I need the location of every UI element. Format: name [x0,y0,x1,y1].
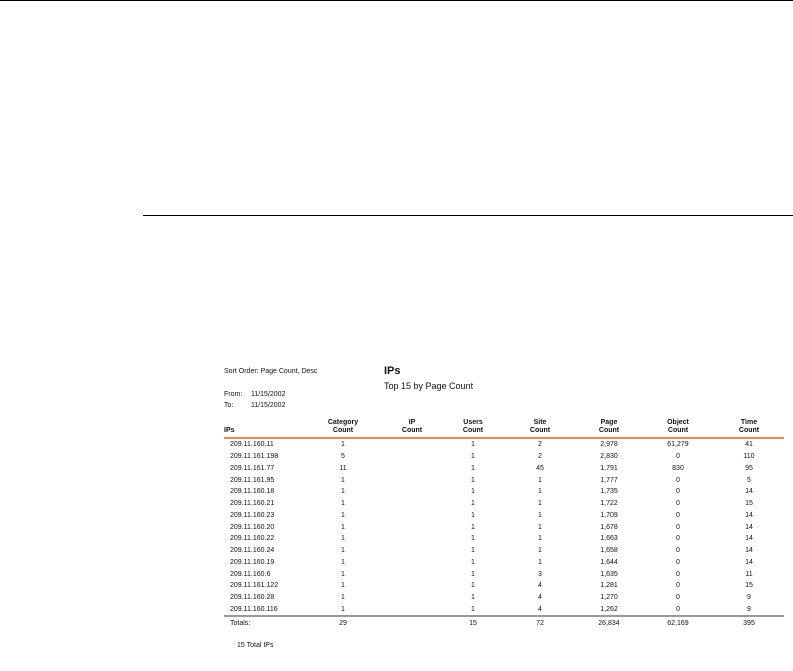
cell-page-count: 1,262 [600,605,618,613]
header-users-count: Users Count [442,419,504,438]
cell-object-count: 830 [672,464,684,472]
cell-ip: 209.11.160.116 [230,605,278,613]
cell-site-count: 4 [538,605,542,613]
cell-ip: 209.11.160.24 [230,547,275,555]
cell-category-count: 1 [341,500,345,508]
table-row [224,463,784,475]
cell-ip-count [382,521,442,533]
cell-site-count: 4 [538,594,542,602]
table-row [224,568,784,580]
cell-category-count: 1 [341,441,345,449]
cell-category-count: 1 [341,547,345,555]
total-category-count: 29 [304,616,382,629]
totals-row [224,616,784,629]
cell-site-count: 45 [536,464,544,472]
cell-time-count: 9 [747,594,751,602]
cell-object-count: 0 [676,547,680,555]
cell-page-count: 2,830 [600,453,618,461]
cell-users-count: 1 [471,464,475,472]
cell-users-count: 1 [471,605,475,613]
cell-site-count: 2 [538,441,542,449]
cell-time-count: 14 [745,558,753,566]
cell-category-count: 1 [341,594,345,602]
table-header-row [224,419,784,438]
top-divider [0,0,793,1]
cell-users-count: 1 [471,535,475,543]
sort-order-value: Page Count, Desc [260,368,318,375]
cell-users-count: 1 [471,476,475,484]
cell-time-count: 110 [743,453,755,461]
cell-page-count: 1,281 [600,582,618,590]
date-from-label: From: [224,391,243,398]
cell-page-count: 1,678 [600,523,618,531]
table-row [224,486,784,498]
table-row [224,451,784,463]
cell-ip: 209.11.161.122 [230,582,279,590]
cell-ip: 209.11.161.95 [230,476,275,484]
cell-category-count: 1 [341,582,345,590]
cell-ip: 209.11.160.20 [230,523,275,531]
cell-users-count: 1 [471,488,475,496]
cell-category-count: 5 [341,453,345,461]
cell-time-count: 14 [745,547,753,555]
cell-site-count: 1 [538,476,542,484]
cell-object-count: 0 [676,558,680,566]
cell-category-count: 1 [341,605,345,613]
total-object-count: 62,169 [642,616,714,629]
header-ip-count: IP Count [382,419,442,438]
cell-time-count: 41 [745,441,753,449]
cell-page-count: 1,635 [600,570,618,578]
sort-order-label: Sort Order: [224,368,259,375]
table-row [224,510,784,522]
cell-object-count: 0 [676,594,680,602]
total-time-count: 395 [714,616,784,629]
cell-page-count: 1,270 [600,594,618,602]
cell-page-count: 1,663 [600,535,618,543]
cell-category-count: 1 [341,488,345,496]
cell-ip-count [382,568,442,580]
cell-category-count: 1 [341,511,345,519]
cell-time-count: 14 [745,488,753,496]
cell-category-count: 1 [341,523,345,531]
cell-category-count: 1 [341,476,345,484]
header-site-count: Site Count [504,419,576,438]
cell-ip-count [382,451,442,463]
cell-site-count: 2 [538,453,542,461]
date-to [224,400,285,411]
cell-site-count: 1 [538,558,542,566]
cell-category-count: 1 [341,570,345,578]
cell-object-count: 0 [676,570,680,578]
header-ips: IPs [224,419,304,438]
cell-ip-count [382,510,442,522]
header-page-count: Page Count [576,419,642,438]
cell-users-count: 1 [471,453,475,461]
cell-ip: 209.11.161.198 [230,453,279,461]
cell-ip: 209.11.160.11 [230,441,274,449]
cell-site-count: 1 [538,547,542,555]
cell-ip: 209.11.160.18 [230,488,275,496]
cell-object-count: 0 [676,500,680,508]
cell-ip-count [382,557,442,569]
cell-ip: 209.11.160.6 [230,570,271,578]
cell-ip: 209.11.160.23 [230,511,275,519]
cell-ip-count [382,486,442,498]
header-time-count: Time Count [714,419,784,438]
date-to-label: To: [224,402,234,409]
cell-page-count: 1,777 [600,476,618,484]
cell-category-count: 1 [341,558,345,566]
table-row [224,545,784,557]
cell-category-count: 11 [339,464,347,472]
cell-object-count: 0 [676,523,680,531]
cell-time-count: 9 [747,605,751,613]
cell-ip-count [382,438,442,451]
cell-ip: 209.11.160.21 [230,500,275,508]
date-to-value: 11/15/2002 [250,402,286,409]
table-row [224,498,784,510]
cell-users-count: 1 [471,523,475,531]
cell-time-count: 5 [747,476,751,484]
sort-order [224,366,317,377]
cell-time-count: 14 [745,535,753,543]
cell-time-count: 14 [745,511,753,519]
cell-ip-count [382,604,442,617]
cell-ip-count [382,545,442,557]
totals-label: Totals: [224,616,304,629]
total-page-count: 26,834 [576,616,642,629]
cell-ip-count [382,592,442,604]
cell-object-count: 0 [676,453,680,461]
table-row [224,474,784,486]
report-subtitle: Top 15 by Page Count [384,381,474,391]
cell-page-count: 1,709 [600,511,618,519]
cell-ip-count [382,498,442,510]
cell-object-count: 0 [676,476,680,484]
cell-site-count: 1 [538,488,542,496]
cell-page-count: 1,722 [600,500,618,508]
total-users-count: 15 [442,616,504,629]
report-title: IPs [384,365,401,377]
cell-page-count: 2,978 [600,441,618,449]
cell-time-count: 95 [745,464,753,472]
table-row [224,604,784,617]
cell-ip-count [382,580,442,592]
header-category-count: Category Count [304,419,382,438]
cell-site-count: 4 [538,582,542,590]
cell-page-count: 1,658 [600,547,618,555]
table-row [224,592,784,604]
cell-time-count: 11 [745,570,753,578]
cell-object-count: 0 [676,535,680,543]
header-object-count: Object Count [642,419,714,438]
cell-page-count: 1,735 [600,488,618,496]
cell-users-count: 1 [471,570,475,578]
cell-users-count: 1 [471,500,475,508]
cell-time-count: 15 [745,582,753,590]
cell-object-count: 0 [676,511,680,519]
date-from-value: 11/15/2002 [250,391,286,398]
cell-site-count: 3 [538,570,542,578]
table-row [224,521,784,533]
cell-object-count: 61,279 [667,441,689,449]
cell-ip-count [382,533,442,545]
cell-site-count: 1 [538,500,542,508]
cell-ip-count [382,463,442,475]
table-row [224,438,784,451]
cell-ip: 209.11.160.22 [230,535,275,543]
table-row [224,533,784,545]
cell-users-count: 1 [471,558,475,566]
cell-ip: 209.11.160.19 [230,558,275,566]
cell-users-count: 1 [471,547,475,555]
cell-site-count: 1 [538,511,542,519]
cell-ip-count [382,474,442,486]
table-row [224,557,784,569]
cell-users-count: 1 [471,594,475,602]
table-row [224,580,784,592]
ips-table [224,419,784,629]
cell-users-count: 1 [471,441,475,449]
cell-page-count: 1,644 [600,558,618,566]
cell-site-count: 1 [538,523,542,531]
cell-category-count: 1 [341,535,345,543]
cell-time-count: 15 [745,500,753,508]
cell-time-count: 14 [745,523,753,531]
cell-users-count: 1 [471,582,475,590]
total-site-count: 72 [504,616,576,629]
cell-page-count: 1,791 [600,464,618,472]
cell-object-count: 0 [676,605,680,613]
total-ips-count: 15 Total IPs [237,642,274,649]
cell-ip: 209.11.160.28 [230,594,275,602]
cell-users-count: 1 [471,511,475,519]
cell-object-count: 0 [676,582,680,590]
section-divider [143,215,793,216]
date-from [224,389,285,400]
cell-object-count: 0 [676,488,680,496]
total-ip-count [382,616,442,629]
cell-site-count: 1 [538,535,542,543]
cell-ip: 209.11.161.77 [230,464,275,472]
